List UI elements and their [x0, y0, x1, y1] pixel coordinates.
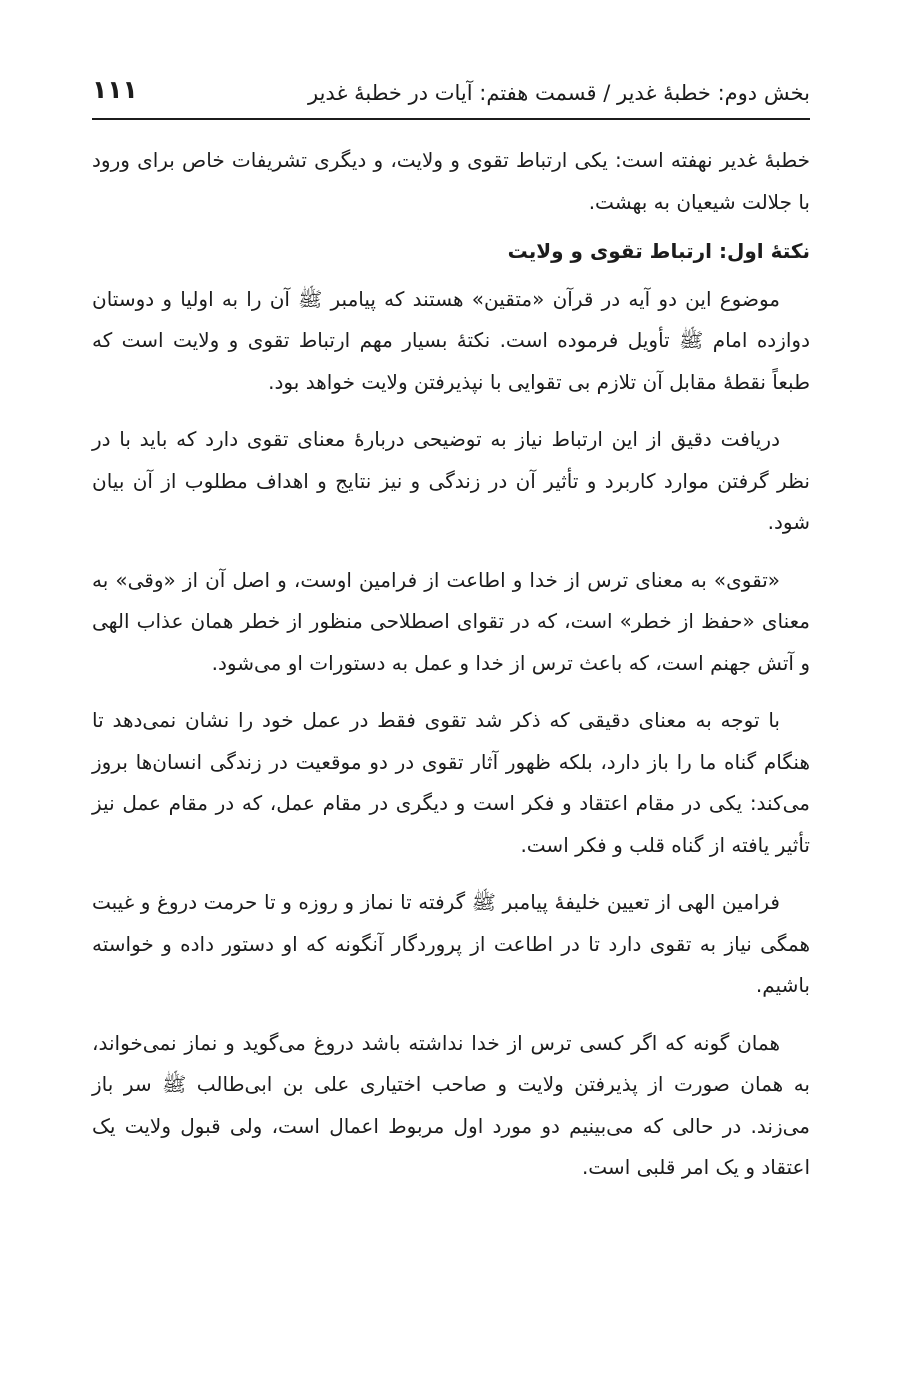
body-text — [92, 140, 810, 1189]
section-heading: نکتۀ اول: ارتباط تقوی و ولایت — [507, 239, 810, 263]
paragraph-6: همان گونه که اگر کسی ترس از خدا نداشته باشد دروغ می‌گوید و نماز نمی‌خواند، به همان صورت از پذیرفتن ولایت و صاحب اختیاری علی بن ابی‌طالب ﷺ سر باز می‌زند. در حالی که می‌بینیم دو مورد اول مربوط اعمال است، ولی قبول ولایت یک اعتقاد و یک امر قلبی است. — [92, 1030, 810, 1179]
paragraph-3: «تقوی» به معنای ترس از خدا و اطاعت از فرامین اوست، و اصل آن از «وقی» به معنای «حفظ از خطر» است، که در تقوای اصطلاحی منظور از خطر همان عذاب الهی و آتش جهنم است، که باعث ترس از خدا و عمل به دستورات او می‌شود. — [92, 567, 810, 675]
continuation-paragraph: خطبۀ غدیر نهفته است: یکی ارتباط تقوی و ولایت، و دیگری تشریفات خاص برای ورود با جلالت شیعیان به بهشت. — [92, 148, 810, 214]
paragraph-5: فرامین الهی از تعیین خلیفۀ پیامبر ﷺ گرفته تا نماز و روزه و تا حرمت دروغ و غیبت همگی نیاز به تقوی دارد تا در اطاعت از پروردگار آنگونه که او دستور داده و خواسته باشیم. — [92, 890, 810, 997]
paragraph-1: موضوع این دو آیه در قرآن «متقین» هستند که پیامبر ﷺ آن را به اولیا و دوستان دوازده امام ﷺ تأویل فرموده است. نکتۀ بسیار مهم ارتباط تقوی و ولایت است که طبعاً نقطۀ مقابل آن تلازم بی تقوایی با نپذیرفتن ولایت خواهد بود. — [92, 286, 810, 394]
page-number: ۱۱۱ — [92, 75, 138, 104]
paragraph-4: با توجه به معنای دقیقی که ذکر شد تقوی فقط در عمل خود را نشان نمی‌دهد تا هنگام گناه ما را باز دارد، بلکه ظهور آثار تقوی در دو موقعیت در زندگی انسان‌ها بروز می‌کند: یکی در مقام اعتقاد و فکر است و دیگری در مقام عمل، که در مقام عمل نیز تأثیر یافته از گناه قلب و فکر است. — [92, 708, 810, 857]
running-title: بخش دوم: خطبۀ غدیر / قسمت هفتم: آیات در خطبۀ غدیر — [307, 81, 810, 105]
paragraph-2: دریافت دقیق از این ارتباط نیاز به توضیحی دربارۀ معنای تقوی دارد که باید با در نظر گرفتن موارد کاربرد و تأثیر آن در زندگی و نیز نتایج و اهداف مطلوب از آن بیان شود. — [92, 427, 810, 534]
page-header — [92, 70, 810, 120]
